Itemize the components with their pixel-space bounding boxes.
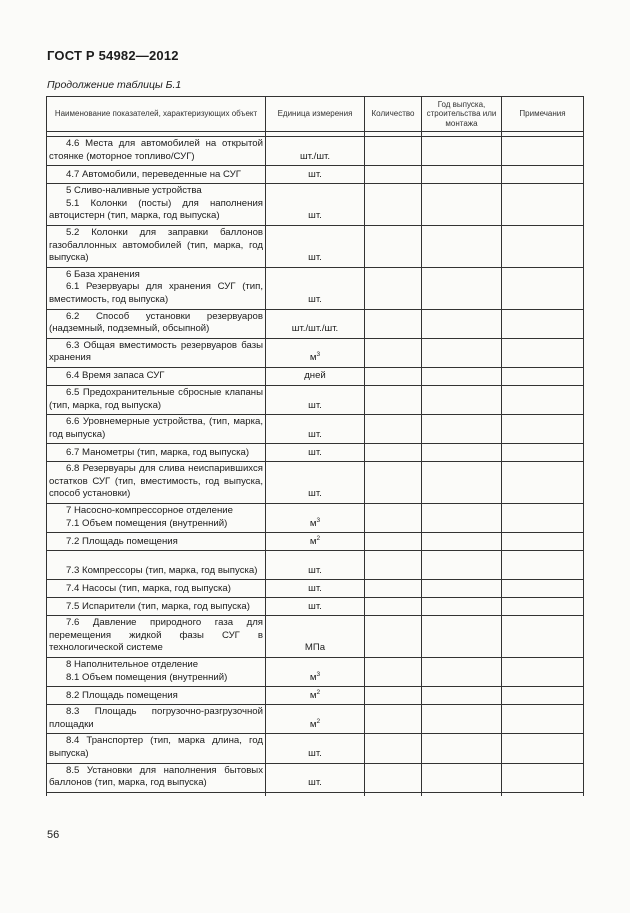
cell-quantity — [365, 462, 422, 504]
cell-notes — [502, 533, 584, 551]
cell-quantity — [365, 338, 422, 367]
cell-indicator-name — [47, 184, 266, 226]
table-row — [47, 616, 584, 658]
indicator-line: 7.2 Площадь помещения — [66, 535, 178, 547]
cell-quantity — [365, 705, 422, 734]
indicator-line: 7 Насосно-компрессорное отделение — [66, 505, 233, 517]
table-row — [47, 734, 584, 763]
indicator-line: 8.2 Площадь помещения — [66, 689, 178, 701]
table-row — [47, 166, 584, 184]
cell-quantity — [365, 385, 422, 414]
indicator-line: 6.5 Предохранительные сбросные клапаны (тип, марка, год выпуска) — [49, 386, 263, 411]
cell-year — [422, 658, 502, 687]
indicator-line: 8 Наполнительное отделение — [66, 659, 199, 671]
unit-superscript: 3 — [316, 351, 321, 359]
cell-unit — [266, 166, 365, 184]
cell-year — [422, 415, 502, 444]
unit-text: шт. — [308, 428, 322, 440]
cell-year — [422, 338, 502, 367]
cell-notes — [502, 705, 584, 734]
unit-text: дней — [304, 370, 326, 382]
cell-unit — [266, 338, 365, 367]
col-header-name: Наименование показателей, характеризующих объект — [47, 97, 266, 132]
cell-year — [422, 166, 502, 184]
cell-notes — [502, 415, 584, 444]
cell-indicator-name — [47, 309, 266, 338]
indicator-line: 7.4 Насосы (тип, марка, год выпуска) — [66, 582, 231, 594]
cell-unit — [266, 687, 365, 705]
cell-notes — [502, 367, 584, 385]
cell-notes — [502, 687, 584, 705]
cell-notes — [502, 616, 584, 658]
table-header-row — [47, 97, 584, 132]
cell-quantity — [365, 444, 422, 462]
cell-notes — [502, 309, 584, 338]
cell-year — [422, 616, 502, 658]
unit-text: шт. — [308, 293, 322, 305]
col-header-notes: Примечания — [502, 97, 584, 132]
cell-unit — [266, 225, 365, 267]
table-row — [47, 267, 584, 309]
page-number: 56 — [47, 829, 60, 841]
cell-year — [422, 734, 502, 763]
cell-indicator-name — [47, 533, 266, 551]
unit-text: шт. — [308, 168, 322, 180]
table-row — [47, 658, 584, 687]
cell-year — [422, 184, 502, 226]
unit-text: м — [309, 352, 317, 364]
unit-text: шт. — [308, 748, 322, 759]
cell-quantity — [365, 166, 422, 184]
unit-text: шт. — [308, 210, 322, 222]
cell-indicator-name — [47, 444, 266, 462]
cell-indicator-name — [47, 705, 266, 734]
unit-text: шт. — [308, 600, 322, 612]
table-row — [47, 225, 584, 267]
cell-notes — [502, 462, 584, 504]
cell-unit — [266, 137, 365, 166]
unit-text: шт. — [308, 582, 322, 594]
table-row — [47, 551, 584, 580]
cell-unit — [266, 462, 365, 504]
indicator-line: 5 Сливо-наливные устройства — [66, 185, 202, 197]
indicator-line: 6.2 Способ установки резервуаров (надземный, подземный, обсыпной) — [49, 310, 263, 335]
unit-superscript: 2 — [316, 534, 321, 542]
cell-year — [422, 551, 502, 580]
cell-quantity — [365, 225, 422, 267]
cell-unit — [266, 551, 365, 580]
indicator-line: 5.1 Колонки (посты) для наполнения автоцистерн (тип, марка, год выпуска) — [49, 197, 263, 222]
cell-unit — [266, 533, 365, 551]
cell-year — [422, 309, 502, 338]
cell-unit — [266, 705, 365, 734]
cell-notes — [502, 137, 584, 166]
cell-year — [422, 225, 502, 267]
unit-text: шт. — [308, 564, 322, 576]
cell-unit — [266, 504, 365, 533]
table-row — [47, 338, 584, 367]
indicator-line: 7.1 Объем помещения (внутренний) — [66, 517, 228, 529]
table-row — [47, 444, 584, 462]
unit-superscript: 2 — [316, 688, 321, 696]
indicator-line: 6 База хранения — [66, 268, 140, 280]
cell-year — [422, 444, 502, 462]
table-row — [47, 367, 584, 385]
cell-quantity — [365, 580, 422, 598]
cell-indicator-name — [47, 385, 266, 414]
unit-text: м — [309, 689, 317, 701]
cell-indicator-name — [47, 763, 266, 792]
cell-notes — [502, 267, 584, 309]
table-row — [47, 137, 584, 166]
cell-indicator-name — [47, 137, 266, 166]
cell-indicator-name — [47, 598, 266, 616]
unit-text: МПа — [304, 642, 326, 654]
indicator-line: 6.4 Время запаса СУГ — [66, 370, 165, 382]
unit-text: шт./шт./шт. — [291, 323, 339, 335]
cell-year — [422, 385, 502, 414]
cell-notes — [502, 444, 584, 462]
table-row — [47, 687, 584, 705]
cell-indicator-name — [47, 687, 266, 705]
cell-quantity — [365, 763, 422, 792]
indicator-line: 6.8 Резервуары для слива неиспарившихся остатков СУГ (тип, вместимость, год выпуска, способ установки) — [49, 463, 263, 500]
indicator-line: 6.7 Манометры (тип, марка, год выпуска) — [66, 446, 250, 458]
cell-indicator-name — [47, 734, 266, 763]
indicator-line: 8.3 Площадь погрузочно-разгрузочной площадки — [49, 706, 263, 730]
table-caption: Продолжение таблицы Б.1 — [47, 79, 182, 91]
cell-quantity — [365, 504, 422, 533]
unit-text: шт./шт. — [299, 150, 331, 162]
cell-quantity — [365, 551, 422, 580]
cell-notes — [502, 734, 584, 763]
unit-text: шт. — [308, 252, 322, 264]
cell-quantity — [365, 367, 422, 385]
col-header-unit: Единица измерения — [266, 97, 365, 132]
cell-notes — [502, 166, 584, 184]
cell-notes — [502, 338, 584, 367]
table-row — [47, 705, 584, 734]
cell-unit — [266, 444, 365, 462]
cell-year — [422, 705, 502, 734]
indicator-line: 4.6 Места для автомобилей на открытой стоянке (моторное топливо/СУГ) — [49, 138, 263, 162]
cell-indicator-name — [47, 658, 266, 687]
unit-superscript: 3 — [316, 670, 321, 678]
unit-text: шт. — [308, 488, 322, 500]
cell-notes — [502, 504, 584, 533]
cell-unit — [266, 580, 365, 598]
cell-indicator-name — [47, 580, 266, 598]
unit-text: м — [309, 517, 317, 529]
cell-quantity — [365, 687, 422, 705]
cell-indicator-name — [47, 338, 266, 367]
cell-year — [422, 267, 502, 309]
cell-notes — [502, 551, 584, 580]
cell-quantity — [365, 267, 422, 309]
cell-unit — [266, 658, 365, 687]
table-row — [47, 385, 584, 414]
cell-quantity — [365, 616, 422, 658]
unit-text: м — [309, 671, 317, 683]
table-row — [47, 533, 584, 551]
cell-unit — [266, 598, 365, 616]
indicator-line: 6.1 Резервуары для хранения СУГ (тип, вместимость, год выпуска) — [49, 281, 263, 305]
cell-notes — [502, 580, 584, 598]
cell-notes — [502, 598, 584, 616]
table-row — [47, 309, 584, 338]
col-header-quantity: Количество — [365, 97, 422, 132]
table-row — [47, 504, 584, 533]
unit-superscript: 3 — [316, 516, 321, 524]
cell-indicator-name — [47, 616, 266, 658]
cell-quantity — [365, 415, 422, 444]
data-table — [46, 96, 584, 796]
unit-text: м — [309, 718, 317, 730]
cell-indicator-name — [47, 166, 266, 184]
cell-quantity — [365, 309, 422, 338]
cell-unit — [266, 734, 365, 763]
cell-unit — [266, 763, 365, 792]
indicator-line: 6.3 Общая вместимость резервуаров базы хранения — [49, 339, 263, 364]
cell-notes — [502, 184, 584, 226]
cell-indicator-name — [47, 267, 266, 309]
indicator-line: 7.5 Испарители (тип, марка, год выпуска) — [66, 600, 250, 612]
cell-quantity — [365, 734, 422, 763]
cell-indicator-name — [47, 504, 266, 533]
unit-text: шт. — [308, 446, 322, 458]
indicator-line: 6.6 Уровнемерные устройства, (тип, марка, год выпуска) — [49, 416, 263, 440]
table-row — [47, 598, 584, 616]
indicator-line: 8.4 Транспортер (тип, марка длина, год выпуска) — [49, 735, 263, 759]
cell-unit — [266, 415, 365, 444]
cell-year — [422, 367, 502, 385]
indicator-line: 5.2 Колонки для заправки баллонов газобаллонных автомобилей (тип, марка, год выпуска) — [49, 226, 263, 264]
cell-year — [422, 533, 502, 551]
indicator-line: 8.5 Установки для наполнения бытовых баллонов (тип, марка, год выпуска) — [49, 764, 263, 789]
cell-notes — [502, 385, 584, 414]
cell-unit — [266, 367, 365, 385]
cell-unit — [266, 184, 365, 226]
cell-quantity — [365, 184, 422, 226]
indicator-line: 4.7 Автомобили, переведенные на СУГ — [66, 168, 241, 180]
spacer-row — [47, 792, 584, 796]
cell-indicator-name — [47, 415, 266, 444]
cell-unit — [266, 385, 365, 414]
cell-notes — [502, 658, 584, 687]
document-id: ГОСТ Р 54982—2012 — [47, 48, 179, 63]
cell-indicator-name — [47, 225, 266, 267]
cell-unit — [266, 309, 365, 338]
cell-year — [422, 580, 502, 598]
cell-indicator-name — [47, 367, 266, 385]
cell-unit — [266, 616, 365, 658]
cell-indicator-name — [47, 551, 266, 580]
cell-notes — [502, 763, 584, 792]
indicator-line: 7.6 Давление природного газа для перемещения жидкой фазы СУГ в технологической системе — [49, 617, 263, 654]
cell-year — [422, 504, 502, 533]
cell-quantity — [365, 137, 422, 166]
indicator-line: 7.3 Компрессоры (тип, марка, год выпуска) — [66, 564, 258, 576]
indicator-line: 8.1 Объем помещения (внутренний) — [66, 671, 228, 683]
cell-indicator-name — [47, 462, 266, 504]
unit-superscript: 2 — [316, 717, 321, 725]
col-header-year: Год выпуска, строительства или монтажа — [422, 97, 502, 132]
cell-notes — [502, 225, 584, 267]
table-row — [47, 415, 584, 444]
cell-year — [422, 763, 502, 792]
table-row — [47, 462, 584, 504]
cell-year — [422, 462, 502, 504]
table-row — [47, 184, 584, 226]
cell-unit — [266, 267, 365, 309]
cell-year — [422, 598, 502, 616]
cell-quantity — [365, 598, 422, 616]
cell-year — [422, 687, 502, 705]
unit-text: шт. — [308, 777, 322, 789]
cell-quantity — [365, 658, 422, 687]
cell-year — [422, 137, 502, 166]
unit-text: шт. — [308, 399, 322, 411]
table-row — [47, 763, 584, 792]
unit-text: м — [309, 535, 317, 547]
cell-quantity — [365, 533, 422, 551]
table-row — [47, 580, 584, 598]
